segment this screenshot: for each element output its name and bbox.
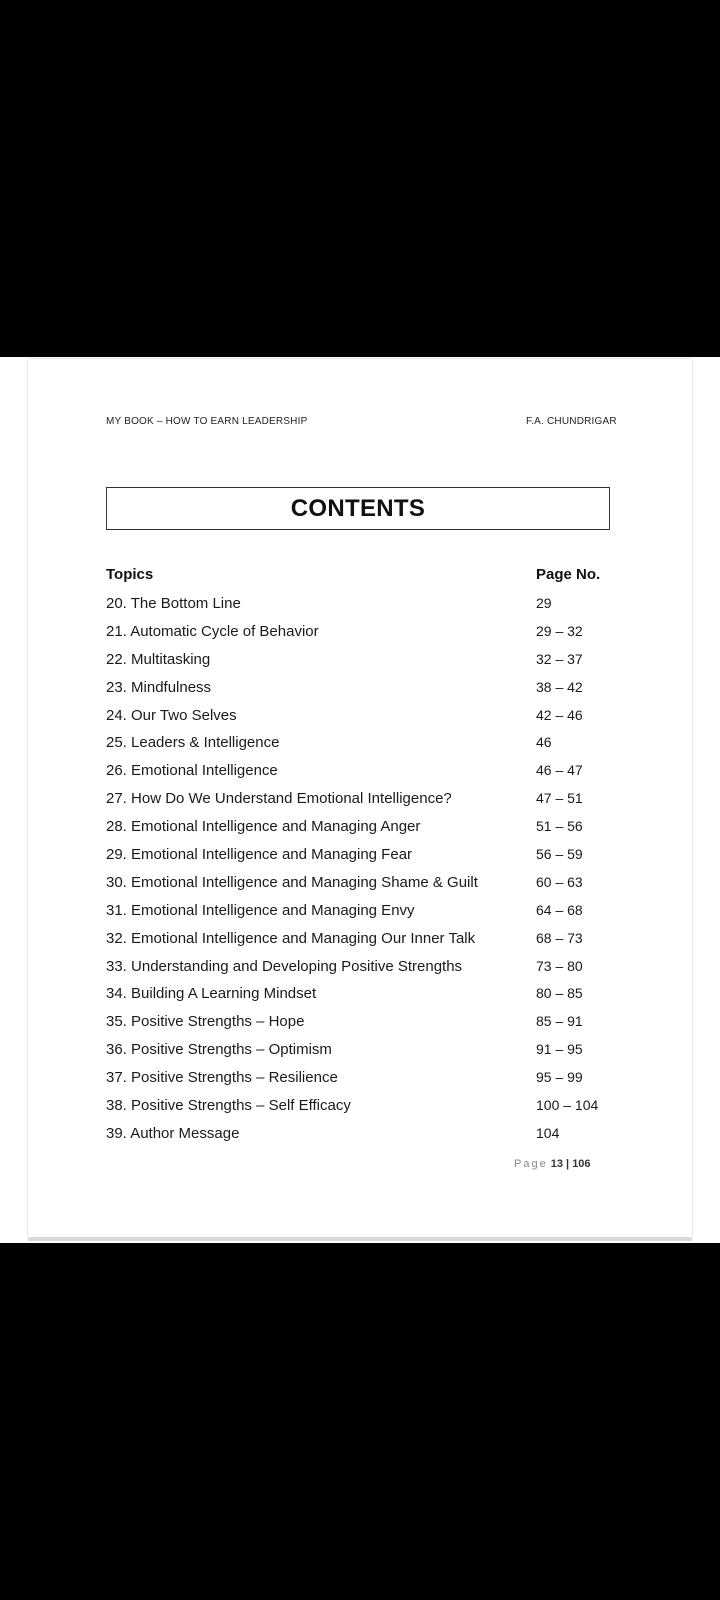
toc-topic: 34. Building A Learning Mindset (106, 985, 317, 1003)
toc-row (106, 679, 626, 707)
toc-pages: 104 (536, 1124, 560, 1141)
toc-row (106, 762, 626, 790)
toc-topic: 22. Multitasking (106, 650, 211, 668)
table-of-contents (106, 566, 626, 1153)
toc-row (106, 734, 626, 762)
toc-pages: 60 – 63 (536, 873, 583, 890)
contents-title: CONTENTS (290, 494, 426, 522)
toc-topic: 31. Emotional Intelligence and Managing Envy (106, 901, 415, 919)
toc-row (106, 1041, 626, 1069)
toc-topic: 39. Author Message (106, 1124, 240, 1142)
toc-row (106, 1013, 626, 1041)
toc-topic: 32. Emotional Intelligence and Managing Our Inner Talk (106, 929, 476, 947)
toc-pages: 51 – 56 (536, 818, 583, 835)
toc-topics-label: Topics (106, 566, 154, 583)
toc-pages: 47 – 51 (536, 790, 583, 807)
toc-row (106, 595, 626, 623)
contents-title-box (106, 487, 610, 530)
toc-pages: 64 – 68 (536, 901, 583, 918)
page-edge (28, 1237, 692, 1241)
toc-row (106, 985, 626, 1013)
toc-pages: 32 – 37 (536, 650, 583, 667)
toc-topic: 29. Emotional Intelligence and Managing Fear (106, 846, 413, 864)
toc-topic: 24. Our Two Selves (106, 706, 237, 724)
toc-row (106, 1097, 626, 1125)
toc-topic: 27. How Do We Understand Emotional Intelligence? (106, 790, 452, 808)
toc-row (106, 874, 626, 902)
toc-row (106, 902, 626, 930)
toc-pages-label: Page No. (536, 566, 601, 583)
toc-topic: 33. Understanding and Developing Positive Strengths (106, 957, 463, 975)
toc-topic: 38. Positive Strengths – Self Efficacy (106, 1097, 351, 1115)
toc-row (106, 707, 626, 735)
toc-row (106, 623, 626, 651)
toc-topic: 37. Positive Strengths – Resilience (106, 1069, 338, 1087)
toc-pages: 46 (536, 734, 552, 751)
toc-pages: 91 – 95 (536, 1041, 583, 1058)
toc-topic: 28. Emotional Intelligence and Managing Anger (106, 818, 421, 836)
toc-pages: 68 – 73 (536, 929, 583, 946)
toc-pages: 80 – 85 (536, 985, 583, 1002)
toc-pages: 56 – 59 (536, 846, 583, 863)
toc-pages: 46 – 47 (536, 762, 583, 779)
toc-topic: 20. The Bottom Line (106, 595, 241, 612)
toc-pages: 85 – 91 (536, 1013, 583, 1030)
toc-pages: 73 – 80 (536, 957, 583, 974)
toc-topic: 35. Positive Strengths – Hope (106, 1013, 305, 1031)
toc-row (106, 958, 626, 986)
toc-topic: 30. Emotional Intelligence and Managing Shame & Guilt (106, 873, 478, 891)
toc-pages: 29 (536, 595, 552, 611)
page-number: 13 | 106 (550, 1158, 591, 1170)
toc-pages: 38 – 42 (536, 678, 583, 695)
toc-row (106, 818, 626, 846)
toc-topic: 26. Emotional Intelligence (106, 762, 278, 780)
toc-pages: 95 – 99 (536, 1069, 583, 1086)
toc-row (106, 651, 626, 679)
running-header-author: F.A. CHUNDRIGAR (526, 416, 617, 427)
toc-header-row (106, 566, 626, 595)
toc-topic: 36. Positive Strengths – Optimism (106, 1041, 332, 1059)
toc-topic: 25. Leaders & Intelligence (106, 734, 280, 752)
page-footer (514, 1158, 591, 1170)
toc-pages: 100 – 104 (536, 1097, 599, 1114)
toc-row (106, 1125, 626, 1153)
toc-topic: 23. Mindfulness (106, 678, 212, 696)
running-header-title: MY BOOK – HOW TO EARN LEADERSHIP (106, 416, 308, 427)
toc-pages: 42 – 46 (536, 706, 583, 723)
toc-row (106, 930, 626, 958)
toc-row (106, 790, 626, 818)
page-word: Page (514, 1158, 548, 1170)
toc-row (106, 1069, 626, 1097)
toc-row (106, 846, 626, 874)
toc-pages: 29 – 32 (536, 622, 583, 639)
toc-topic: 21. Automatic Cycle of Behavior (106, 622, 319, 640)
